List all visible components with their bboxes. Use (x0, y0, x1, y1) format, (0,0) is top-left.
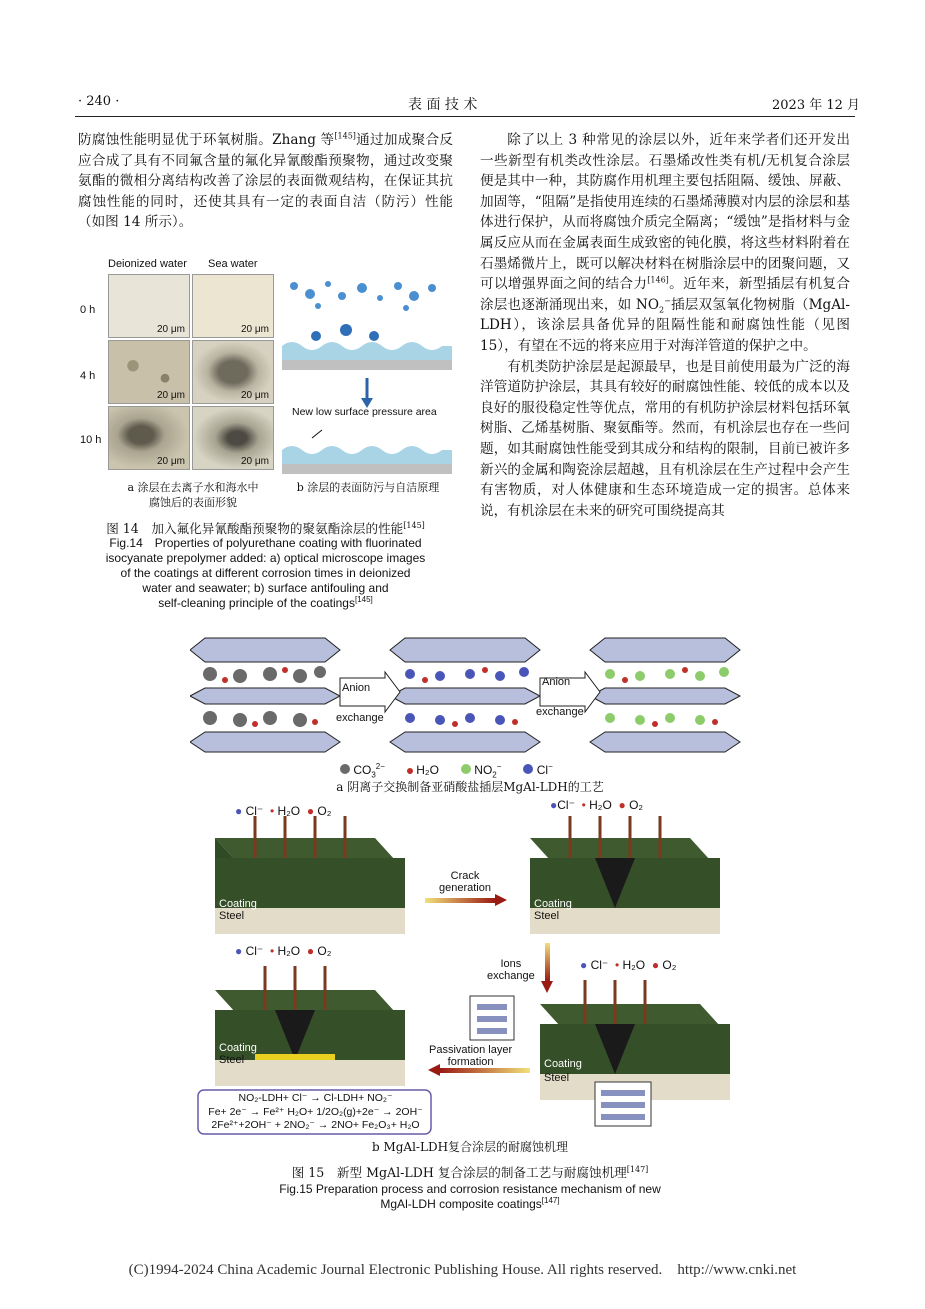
citation: [145] (354, 595, 373, 604)
ions-top-left (235, 804, 331, 818)
footer (0, 1262, 925, 1279)
left-column (78, 130, 453, 233)
label-ions-exchange (487, 958, 535, 982)
figure-14 (78, 252, 453, 512)
legend-label: H₂O (416, 763, 439, 777)
caption-line: water and seawater; b) surface antifouling and (142, 581, 389, 595)
page-number: · 240 · (78, 94, 120, 109)
cl-icon (523, 764, 533, 774)
cl-icon: ● (235, 804, 243, 818)
legend-co3: $CO_3^{2-}$ (340, 763, 385, 777)
equation-box (203, 1092, 428, 1133)
ldh-stack-1 (190, 638, 340, 752)
superscript: − (664, 296, 671, 306)
co3-icon (340, 764, 350, 774)
journal-title: 表 面 技 术 (408, 97, 478, 113)
o2-icon: ● (618, 798, 626, 812)
left-paragraph (78, 130, 453, 233)
label-line: formation (447, 1056, 494, 1068)
caption-line: isocyanate prepolymer added: a) optical microscope images (105, 551, 426, 565)
label-coating-4: Coating (544, 1058, 582, 1070)
figure-15b (195, 798, 740, 1138)
scale-bar-label: 20 μm (157, 324, 185, 335)
label-passivation (429, 1044, 512, 1068)
micrograph-deionized-10h (108, 406, 190, 470)
label-line: Ions (500, 958, 522, 970)
cl-icon: ● (550, 798, 558, 812)
o2-icon: ● (306, 944, 315, 958)
label-line: Passivation layer (429, 1044, 513, 1056)
ldh-stack-2 (390, 638, 540, 752)
caption-text: 图 14 加入氟化异氰酸酯预聚物的聚氨酯涂层的性能 (106, 521, 404, 536)
scale-bar-label: 20 μm (241, 390, 269, 401)
label-steel-3: Steel (219, 1054, 245, 1066)
micrograph-sea-0h (192, 274, 274, 338)
citation: [147] (626, 1164, 649, 1174)
micrograph-sea-10h (192, 406, 274, 470)
subscript: 2 (658, 305, 665, 315)
label-line: generation (439, 882, 491, 894)
cl-icon: ● (235, 944, 243, 958)
text-run: 防腐蚀性能明显优于环氧树脂。Zhang 等 (78, 132, 335, 148)
citation: [145] (403, 520, 425, 530)
ions-top-right (550, 798, 643, 812)
label-exchange-2: exchange (536, 706, 584, 718)
h2o-label: H₂O (277, 944, 301, 958)
citation: [147] (541, 1196, 560, 1205)
fig15-caption-en (190, 1182, 750, 1212)
h2o-label: H₂O (589, 798, 612, 812)
legend-cl: Cl− (523, 763, 552, 777)
micrograph-sea-4h (192, 340, 274, 404)
h2o-label: H₂O (622, 958, 646, 972)
label-new-low-pressure-area: New low surface pressure area (292, 406, 437, 418)
subcaption-a-line1: a 涂层在去离子水和海水中 (127, 481, 259, 494)
caption-line: Fig.15 Preparation process and corrosion resistance mechanism of new (279, 1182, 661, 1196)
fig14-caption-en (78, 536, 453, 611)
scale-bar-label: 20 μm (241, 324, 269, 335)
equation-3: 2Fe²⁺+2OH⁻ + 2NO₂⁻ → 2NO+ Fe₂O₃+ H₂O (211, 1119, 420, 1131)
label-coating-1: Coating (219, 898, 257, 910)
antifouling-schematic (282, 274, 452, 474)
h2o-icon: • (614, 958, 620, 972)
label-line: exchange (487, 970, 535, 982)
label-anion-2: Anion (542, 676, 571, 688)
subcaption-a-line2: 腐蚀后的表面形貌 (149, 496, 237, 509)
label-steel-4: Steel (544, 1072, 570, 1084)
label-steel-2: Steel (534, 910, 560, 922)
ions-bottom-right (580, 958, 676, 972)
h2o-label: H₂O (277, 804, 301, 818)
right-column (480, 130, 850, 521)
no2-icon (461, 764, 471, 774)
cl-label: Cl⁻ (557, 798, 575, 812)
label-sea: Sea water (208, 258, 258, 270)
o2-icon: ● (651, 958, 660, 972)
citation: [146] (647, 275, 669, 285)
legend (340, 762, 553, 780)
legend-no2: $NO_2^-$ (461, 763, 501, 777)
text-run: 插层双氢氧化物树脂（MgAl-LDH），该涂层具备优异的阻隔性能和耐腐蚀性能（见图 15），有望在不远的将来应用于对海洋管道的保护之中。 (480, 296, 851, 354)
caption-line: of the coatings at different corrosion times in deionized (120, 566, 411, 580)
subcaption-a (108, 480, 278, 510)
h2o-icon: • (269, 944, 275, 958)
h2o-icon: • (269, 804, 275, 818)
scale-bar-label: 20 μm (157, 456, 185, 467)
ldh-stack-3 (590, 638, 740, 752)
micrograph-deionized-4h (108, 340, 190, 404)
o2-label: O₂ (629, 798, 644, 812)
right-paragraph-1 (480, 130, 850, 357)
fig14-caption-cn (78, 518, 453, 537)
footer-url[interactable]: http://www.cnki.net (677, 1262, 797, 1278)
header-rule (75, 116, 855, 117)
label-coating-2: Coating (534, 898, 572, 910)
equation-2: Fe+ 2e⁻ → Fe²⁺ H₂O+ 1/2O₂(g)+2e⁻ → 2OH⁻ (208, 1105, 423, 1118)
label-steel-1: Steel (219, 910, 245, 922)
o2-label: O₂ (662, 958, 677, 972)
label-anion-1: Anion (342, 682, 371, 694)
legend-label: CO (353, 763, 372, 777)
caption-text: 图 15 新型 MgAl-LDH 复合涂层的制备工艺与耐腐蚀机理 (291, 1165, 627, 1180)
right-paragraph-2: 有机类防护涂层是起源最早，也是目前使用最为广泛的海洋管道防护涂层，其具有较好的耐腐蚀性能、较低的成本以及良好的服役稳定性等优点，常用的有机防护涂层材料包括环氧树脂、乙烯基树脂、聚氨酯等。然而，有机涂层也存在一些问题，如其耐腐蚀性能受到其成分和结构的限制，目前已被许多新兴的金属和陶瓷涂层超越，且有机涂层在生产过程中会产生有害物质，对人体健康和生态环境造成一定的损害。总体来说，有机涂层在未来的研究可围绕提高其 (480, 358, 850, 519)
cl-label: Cl⁻ (245, 944, 264, 958)
anion-exchange-schematic (190, 628, 750, 763)
cl-label: Cl⁻ (590, 958, 609, 972)
scale-bar-label: 20 μm (157, 390, 185, 401)
label-10h: 10 h (80, 434, 102, 446)
text-run: 。近年来，新型插层有机复合涂层也逐渐涌现出来，如 NO (480, 276, 851, 313)
text-run: 除了以上 3 种常见的涂层以外，近年来学者们还开发出一些新型有机类改性涂层。石墨烯改性类有机/无机复合涂层便是其中一种，其防腐作用机理主要包括阻隔、缓蚀、屏蔽、加固等，“阻隔”是指使用连续的石墨烯薄膜对内层的涂层和基体进行保护，从而将腐蚀介质完全隔离；“缓蚀”是指材料与金属反应从而在金属表面生成致密的钝化膜，将这些材料附着在石墨烯微片上，既可以解决材料在树脂涂层中的团聚问题，又可以增强界面之间的结合力 (480, 132, 850, 293)
micrograph-deionized-0h (108, 274, 190, 338)
caption-line: MgAl-LDH composite coatings (380, 1197, 542, 1211)
ions-bottom-left (235, 944, 331, 958)
h2o-icon: • (581, 798, 586, 812)
o2-icon: ● (306, 804, 315, 818)
label-deionized: Deionized water (108, 258, 187, 270)
h2o-icon (407, 768, 413, 774)
caption-line: Fig.14 Properties of polyurethane coating with fluorinated (109, 536, 422, 550)
issue-date: 2023 年 12 月 (772, 98, 861, 113)
fig15-caption-cn (190, 1162, 750, 1181)
copyright: (C)1994-2024 China Academic Journal Electronic Publishing House. All rights reserved. (128, 1262, 663, 1278)
label-0h: 0 h (80, 304, 96, 316)
text-run: 通过加成聚合反应合成了具有不同氟含量的氟化异氰酸酯预聚物，通过改变聚氨酯的微相分离结构改善了涂层的表面微观结构，在保证其抗腐蚀性能的同时，还使其具有一定的表面自洁（防污）性能（如图 14 所示）。 (78, 132, 453, 231)
equation-1: NO₂-LDH+ Cl⁻ → Cl-LDH+ NO₂⁻ (238, 1092, 393, 1104)
o2-label: O₂ (317, 804, 332, 818)
o2-label: O₂ (317, 944, 332, 958)
subcaption-b: b 涂层的表面防污与自洁原理 (296, 481, 440, 494)
legend-label: NO (474, 763, 493, 777)
scale-bar-label: 20 μm (241, 456, 269, 467)
subcaption-15a: a 阴离子交换制备亚硝酸盐插层MgAl-LDH的工艺 (336, 780, 604, 794)
caption-line: self-cleaning principle of the coatings (158, 596, 355, 610)
label-crack-generation (439, 870, 491, 894)
cl-label: Cl⁻ (245, 804, 264, 818)
label-line: Crack (450, 870, 480, 882)
legend-h2o (407, 763, 439, 777)
legend-label: Cl (536, 763, 549, 777)
label-coating-3: Coating (219, 1042, 257, 1054)
label-exchange-1: exchange (336, 712, 384, 724)
citation: [145] (334, 131, 356, 141)
subcaption-15b: b MgAl-LDH复合涂层的耐腐蚀机理 (371, 1140, 569, 1154)
figure-15a (190, 628, 750, 798)
cl-icon: ● (580, 958, 588, 972)
label-4h: 4 h (80, 370, 96, 382)
